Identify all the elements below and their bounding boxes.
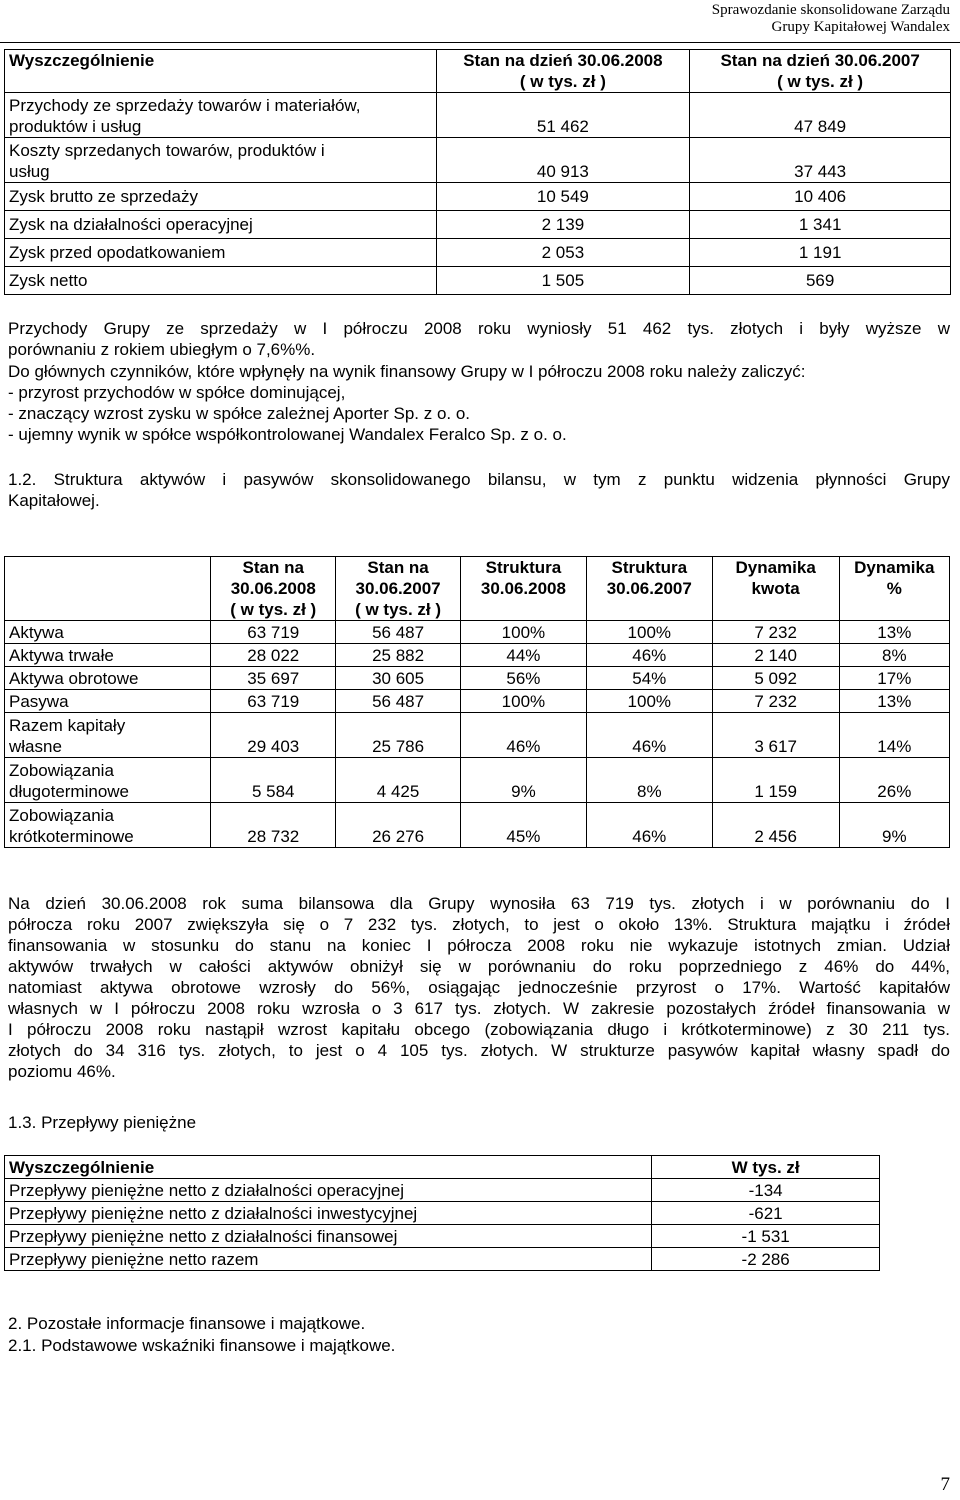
row-label: Przepływy pieniężne netto z działalności operacyjnej <box>5 1179 652 1202</box>
cell: 25 786 <box>336 713 461 758</box>
section-2-1-heading: 2.1. Podstawowe wskaźniki finansowe i majątkowe. <box>8 1336 396 1355</box>
table-row <box>5 138 951 183</box>
balance-paragraph: Na dzień 30.06.2008 rok suma bilansowa dla Grupy wynosiła 63 719 tys. złotych i w porównaniu do I półrocza roku 2007 zwiększyła się o 7 232 tys. złotych, to jest o około 13%. Struktura majątku i źródeł finansowania w stosunku do stanu na koniec I półrocza 2008 roku nie wykazuje istotnych zmian. Udział aktywów trwałych w całości aktywów obniżył się w porównaniu do roku poprzedniego z 46% do 44%, natomiast aktywa obrotowe wzrosły do 56%, osiągając jednocześnie przyrost o 17%. Wartość kapitałów własnych w I półroczu 2008 roku wzrosła o 3 617 tys. złotych. W zakresie pozostałych źródeł finansowania w I półroczu 2008 roku nastąpił wzrost kapitału obcego (zobowiązania długo i krótkoterminowe) z 30 211 tys. złotych do 34 316 tys. złotych, to jest o 4 105 tys. złotych. W strukturze pasywów kapitał własny spadł do poziomu 46%. <box>8 894 950 1081</box>
value-2007: 569 <box>690 267 951 295</box>
balance-structure-table <box>4 556 950 848</box>
table-row <box>5 621 950 644</box>
cashflow-table <box>4 1155 880 1271</box>
row-label: Zysk na działalności operacyjnej <box>5 211 437 239</box>
row-value: -134 <box>652 1179 880 1202</box>
header-cell: Stan na dzień 30.06.2008 ( w tys. zł ) <box>436 50 690 93</box>
row-value: -621 <box>652 1202 880 1225</box>
value-2007: 1 191 <box>690 239 951 267</box>
row-label: Przepływy pieniężne netto z działalności inwestycyjnej <box>5 1202 652 1225</box>
cell: 100% <box>586 690 712 713</box>
cell: 1 159 <box>712 758 839 803</box>
cell: 46% <box>460 713 586 758</box>
cell: 56% <box>460 667 586 690</box>
header-cell: W tys. zł <box>652 1156 880 1179</box>
value-2007: 47 849 <box>690 93 951 138</box>
page-number: 7 <box>940 1474 950 1495</box>
cell: 7 232 <box>712 690 839 713</box>
table-row <box>5 1225 880 1248</box>
cell: 54% <box>586 667 712 690</box>
cell: 56 487 <box>336 621 461 644</box>
cell: 8% <box>839 644 949 667</box>
row-label: Zobowiązania długoterminowe <box>5 758 211 803</box>
cell: 56 487 <box>336 690 461 713</box>
row-label: Pasywa <box>5 690 211 713</box>
cell: 25 882 <box>336 644 461 667</box>
value-2008: 2 139 <box>436 211 690 239</box>
value-2007: 1 341 <box>690 211 951 239</box>
cell: 13% <box>839 690 949 713</box>
cell: 100% <box>460 690 586 713</box>
row-label: Przychody ze sprzedaży towarów i materiałów, produktów i usług <box>5 93 437 138</box>
table-header-row <box>5 557 950 621</box>
row-label: Przepływy pieniężne netto razem <box>5 1248 652 1271</box>
row-label: Koszty sprzedanych towarów, produktów i usług <box>5 138 437 183</box>
value-2008: 10 549 <box>436 183 690 211</box>
header-cell: Struktura 30.06.2008 <box>460 557 586 621</box>
header-cell: Dynamika % <box>839 557 949 621</box>
cell: 14% <box>839 713 949 758</box>
table-row <box>5 1179 880 1202</box>
table-row <box>5 644 950 667</box>
header-cell <box>5 557 211 621</box>
row-label: Zobowiązania krótkoterminowe <box>5 803 211 848</box>
table-row <box>5 239 951 267</box>
row-label: Zysk brutto ze sprzedaży <box>5 183 437 211</box>
cell: 3 617 <box>712 713 839 758</box>
cell: 8% <box>586 758 712 803</box>
header-cell: Wyszczególnienie <box>5 1156 652 1179</box>
header-line-1: Sprawozdanie skonsolidowane Zarządu <box>711 2 950 18</box>
cell: 5 092 <box>712 667 839 690</box>
cell: 28 732 <box>211 803 336 848</box>
income-table <box>4 49 951 295</box>
table-row <box>5 758 950 803</box>
running-header <box>712 2 950 36</box>
cell: 13% <box>839 621 949 644</box>
section-1-2-heading: 1.2. Struktura aktywów i pasywów skonsolidowanego bilansu, w tym z punktu widzenia płynności Grupy Kapitałowej. <box>8 470 950 510</box>
value-2008: 2 053 <box>436 239 690 267</box>
value-2008: 40 913 <box>436 138 690 183</box>
cell: 44% <box>460 644 586 667</box>
cell: 63 719 <box>211 621 336 644</box>
table-row <box>5 267 951 295</box>
row-label: Zysk przed opodatkowaniem <box>5 239 437 267</box>
revenue-paragraph: Przychody Grupy ze sprzedaży w I półroczu 2008 roku wyniosły 51 462 tys. złotych i były wyższe w porównaniu z rokiem ubiegłym o 7,6%%. <box>8 319 950 359</box>
table-header-row <box>5 50 951 93</box>
row-label: Zysk netto <box>5 267 437 295</box>
row-label: Aktywa <box>5 621 211 644</box>
cell: 45% <box>460 803 586 848</box>
cell: 35 697 <box>211 667 336 690</box>
cell: 28 022 <box>211 644 336 667</box>
cell: 30 605 <box>336 667 461 690</box>
table-row <box>5 211 951 239</box>
value-2007: 10 406 <box>690 183 951 211</box>
cell: 100% <box>460 621 586 644</box>
cell: 29 403 <box>211 713 336 758</box>
section-2-heading: 2. Pozostałe informacje finansowe i majątkowe. <box>8 1314 366 1333</box>
cell: 26 276 <box>336 803 461 848</box>
row-value: -2 286 <box>652 1248 880 1271</box>
header-cell: Stan na 30.06.2007 ( w tys. zł ) <box>336 557 461 621</box>
table-row <box>5 183 951 211</box>
header-line-2: Grupy Kapitałowej Wandalex <box>771 19 950 35</box>
table-row <box>5 1248 880 1271</box>
row-label: Przepływy pieniężne netto z działalności finansowej <box>5 1225 652 1248</box>
value-2008: 51 462 <box>436 93 690 138</box>
table-row <box>5 690 950 713</box>
row-label: Aktywa obrotowe <box>5 667 211 690</box>
cell: 9% <box>839 803 949 848</box>
cell: 17% <box>839 667 949 690</box>
value-2008: 1 505 <box>436 267 690 295</box>
cell: 2 140 <box>712 644 839 667</box>
factors-paragraph: Do głównych czynników, które wpłynęły na wynik finansowy Grupy w I półroczu 2008 roku należy zaliczyć: - przyrost przychodów w spółce dominującej, - znaczący wzrost zysku w spółce zależnej Aporter Sp. z o. o. - ujemny wynik w spółce współkontrolowanej Wandalex Feralco Sp. z o. o. <box>8 362 806 444</box>
header-cell: Dynamika kwota <box>712 557 839 621</box>
table-row <box>5 803 950 848</box>
table-row <box>5 93 951 138</box>
cell: 4 425 <box>336 758 461 803</box>
cell: 26% <box>839 758 949 803</box>
header-cell: Stan na dzień 30.06.2007 ( w tys. zł ) <box>690 50 951 93</box>
header-cell: Stan na 30.06.2008 ( w tys. zł ) <box>211 557 336 621</box>
cell: 46% <box>586 803 712 848</box>
cell: 5 584 <box>211 758 336 803</box>
cell: 9% <box>460 758 586 803</box>
row-value: -1 531 <box>652 1225 880 1248</box>
value-2007: 37 443 <box>690 138 951 183</box>
header-rule <box>0 42 960 43</box>
row-label: Aktywa trwałe <box>5 644 211 667</box>
table-header-row <box>5 1156 880 1179</box>
row-label: Razem kapitały własne <box>5 713 211 758</box>
section-1-3-heading: 1.3. Przepływy pieniężne <box>8 1113 197 1132</box>
header-cell: Struktura 30.06.2007 <box>586 557 712 621</box>
cell: 100% <box>586 621 712 644</box>
cell: 46% <box>586 713 712 758</box>
header-cell: Wyszczególnienie <box>5 50 437 93</box>
cell: 2 456 <box>712 803 839 848</box>
table-row <box>5 713 950 758</box>
cell: 7 232 <box>712 621 839 644</box>
cell: 46% <box>586 644 712 667</box>
table-row <box>5 667 950 690</box>
table-row <box>5 1202 880 1225</box>
cell: 63 719 <box>211 690 336 713</box>
